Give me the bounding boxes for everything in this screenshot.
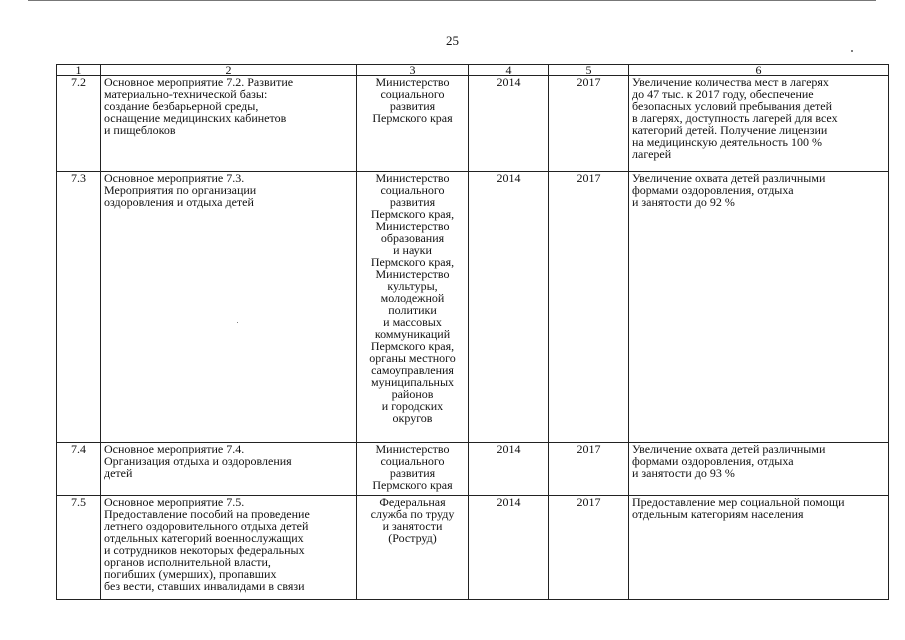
start-year: 2014	[469, 496, 549, 600]
table-row	[57, 443, 889, 496]
column-header: 2	[101, 65, 357, 76]
executor: Министерство социального развития Пермского края	[372, 75, 453, 125]
column-header: 4	[469, 65, 549, 76]
column-header: 1	[57, 65, 101, 76]
top-rule	[28, 0, 876, 1]
expected-result: Увеличение количества мест в лагерях до 47 тыс. к 2017 году, обеспечение безопасных условий пребывания детей в лагерях, доступность лагерей для всех категорий детей. Получение лицензии на медицинскую деятельность 100 % лагерей	[632, 75, 838, 161]
row-number: 7.5	[57, 496, 101, 600]
executor: Федеральная служба по труду и занятости (Роструд)	[370, 495, 455, 545]
column-header: 5	[549, 65, 629, 76]
measure-name: Основное мероприятие 7.5. Предоставление пособий на проведение летнего оздоровительного отдыха детей отдельных категорий военнослужащих и сотрудников некоторых федеральных органов исполнительной власти, погибших (умерших), пропавших без вести, ставших инвалидами в связи	[104, 495, 310, 593]
column-header: 3	[357, 65, 469, 76]
executor: Министерство социального развития Пермского края, Министерство образования и науки Пермского края, Министерство культуры, молодежной политики и массовых коммуникаций Пермского края, органы местного самоуправления муниципальных районов и городских округов	[369, 171, 456, 425]
row-number: 7.2	[57, 76, 101, 172]
start-year: 2014	[469, 443, 549, 496]
table-row	[57, 496, 889, 600]
row-number: 7.3	[57, 172, 101, 443]
end-year: 2017	[549, 496, 629, 600]
measure-name: Основное мероприятие 7.4. Организация отдыха и оздоровления детей	[104, 442, 292, 480]
expected-result: Увеличение охвата детей различными формами оздоровления, отдыха и занятости до 93 %	[632, 442, 826, 480]
end-year: 2017	[549, 443, 629, 496]
expected-result: Предоставление мер социальной помощи отдельным категориям населения	[632, 495, 845, 521]
start-year: 2014	[469, 172, 549, 443]
measure-name: Основное мероприятие 7.2. Развитие материально-технической базы: создание безбарьерной среды, оснащение медицинских кабинетов и пищеблоков	[104, 75, 294, 137]
table-row	[57, 76, 889, 172]
row-number: 7.4	[57, 443, 101, 496]
column-header: 6	[629, 65, 889, 76]
page-number: 25	[446, 33, 459, 48]
end-year: 2017	[549, 172, 629, 443]
scan-speck	[851, 50, 853, 52]
table-row	[57, 172, 889, 443]
end-year: 2017	[549, 76, 629, 172]
table-header-row	[57, 65, 889, 76]
measures-table	[56, 64, 889, 600]
expected-result: Увеличение охвата детей различными формами оздоровления, отдыха и занятости до 92 %	[632, 171, 826, 209]
executor: Министерство социального развития Пермского края	[372, 442, 453, 492]
measure-name: Основное мероприятие 7.3. Мероприятия по организации оздоровления и отдыха детей	[104, 171, 257, 209]
start-year: 2014	[469, 76, 549, 172]
